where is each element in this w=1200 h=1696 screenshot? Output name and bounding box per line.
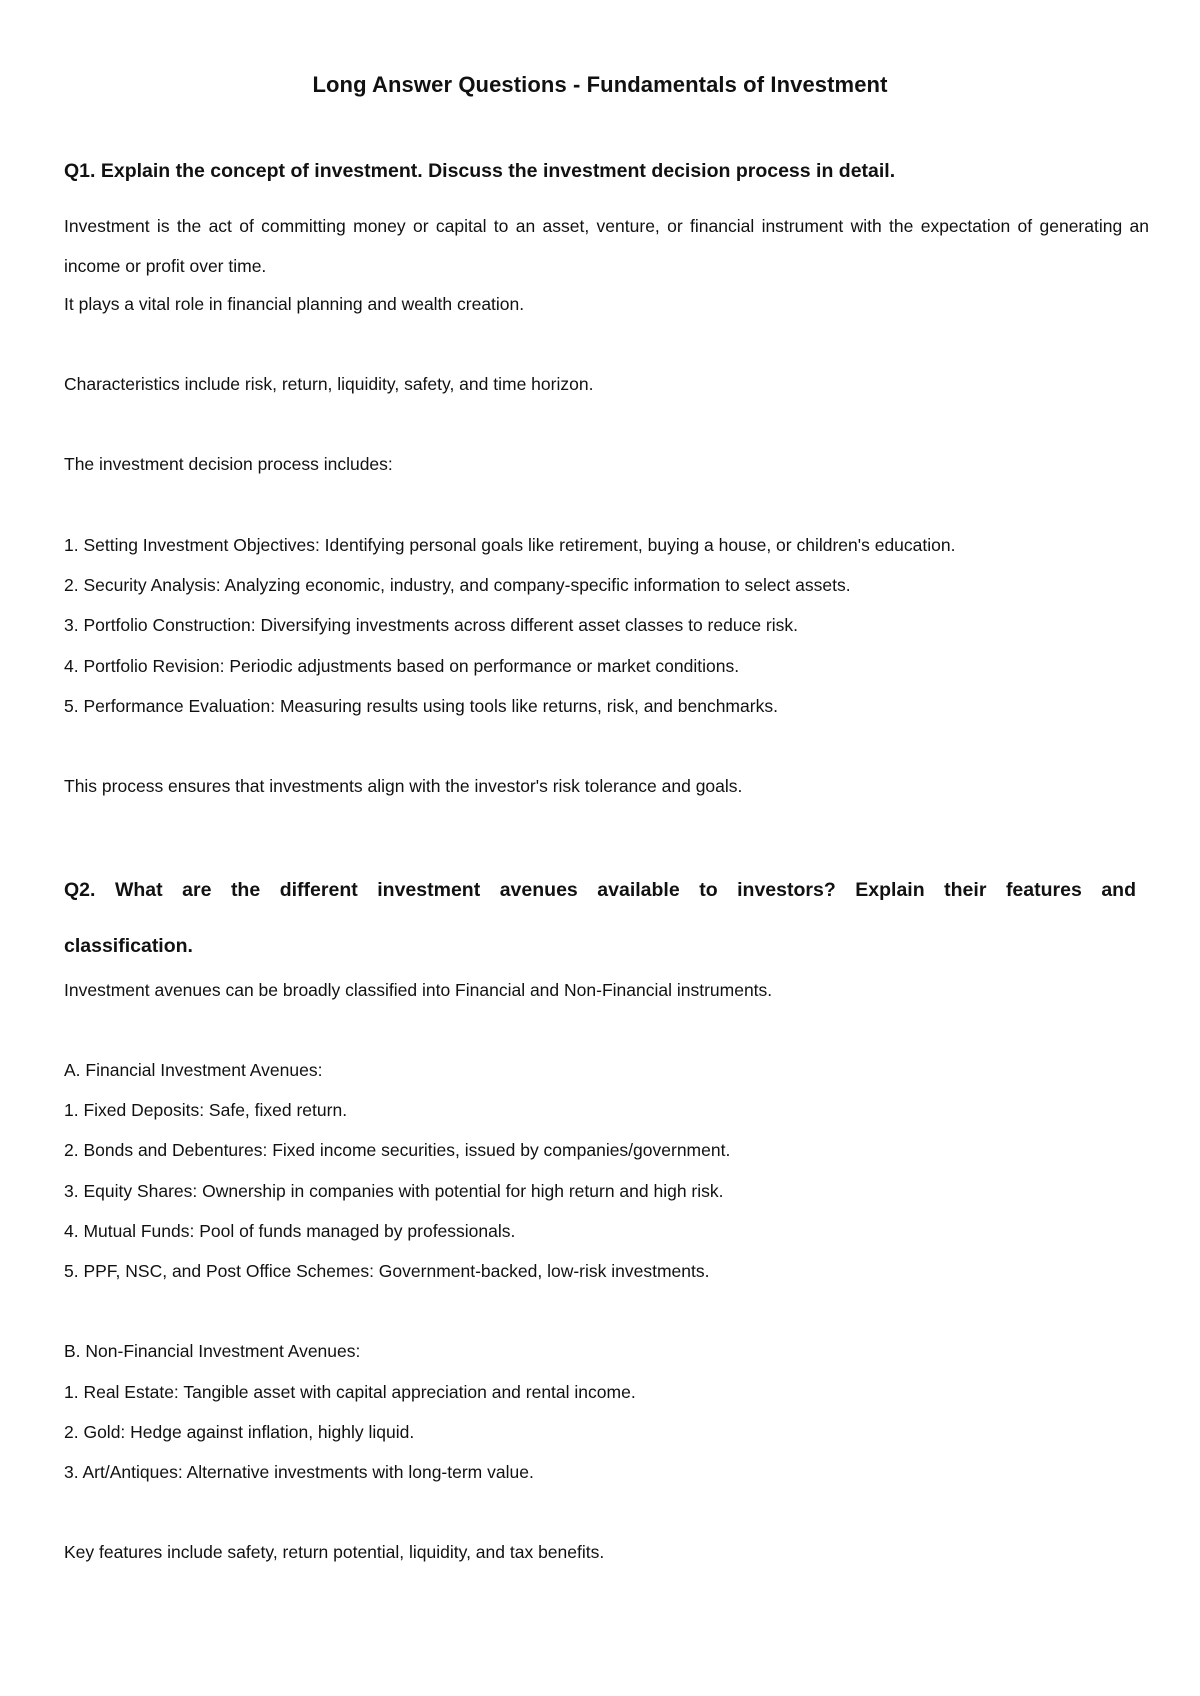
q1-conclusion: This process ensures that investments align with the investor's risk tolerance and goals. bbox=[64, 776, 743, 796]
question-1-heading: Q1. Explain the concept of investment. Discuss the investment decision process in detail. bbox=[64, 160, 896, 182]
q1-step-2: 2. Security Analysis: Analyzing economic, industry, and company-specific information to select assets. bbox=[64, 575, 851, 595]
q1-step-5: 5. Performance Evaluation: Measuring results using tools like returns, risk, and benchmarks. bbox=[64, 696, 778, 716]
q2-conclusion: Key features include safety, return potential, liquidity, and tax benefits. bbox=[64, 1542, 605, 1562]
q1-step-1: 1. Setting Investment Objectives: Identifying personal goals like retirement, buying a house, or children's education. bbox=[64, 535, 956, 555]
question-2-line-1: Q2. What are the different investment avenues available to investors? Explain their features and bbox=[64, 879, 1136, 901]
q1-intro-paragraph: Investment is the act of committing money or capital to an asset, venture, or financial instrument with the expectation of generating an income or profit over time. bbox=[64, 216, 1149, 276]
q1-step-4: 4. Portfolio Revision: Periodic adjustments based on performance or market conditions. bbox=[64, 656, 740, 676]
question-2-heading bbox=[64, 862, 1136, 974]
q2-financial-item-2: 2. Bonds and Debentures: Fixed income securities, issued by companies/government. bbox=[64, 1140, 731, 1160]
q1-step-3: 3. Portfolio Construction: Diversifying investments across different asset classes to reduce risk. bbox=[64, 615, 799, 635]
document-title: Long Answer Questions - Fundamentals of Investment bbox=[312, 72, 888, 97]
q2-financial-item-4: 4. Mutual Funds: Pool of funds managed by professionals. bbox=[64, 1221, 516, 1241]
q1-role-paragraph: It plays a vital role in financial planning and wealth creation. bbox=[64, 294, 525, 314]
q2-nonfinancial-item-3: 3. Art/Antiques: Alternative investments with long-term value. bbox=[64, 1462, 534, 1482]
q1-process-intro: The investment decision process includes: bbox=[64, 454, 393, 474]
q2-intro-paragraph: Investment avenues can be broadly classified into Financial and Non-Financial instruments. bbox=[64, 980, 773, 1000]
q2-financial-item-3: 3. Equity Shares: Ownership in companies with potential for high return and high risk. bbox=[64, 1181, 724, 1201]
q2-nonfinancial-item-1: 1. Real Estate: Tangible asset with capital appreciation and rental income. bbox=[64, 1382, 636, 1402]
q1-characteristics-paragraph: Characteristics include risk, return, liquidity, safety, and time horizon. bbox=[64, 374, 594, 394]
q2-financial-item-1: 1. Fixed Deposits: Safe, fixed return. bbox=[64, 1100, 348, 1120]
q2-financial-heading: A. Financial Investment Avenues: bbox=[64, 1060, 323, 1080]
q2-financial-item-5: 5. PPF, NSC, and Post Office Schemes: Government-backed, low-risk investments. bbox=[64, 1261, 710, 1281]
q2-nonfinancial-heading: B. Non-Financial Investment Avenues: bbox=[64, 1341, 361, 1361]
question-2-line-2: classification. bbox=[64, 935, 193, 957]
q2-nonfinancial-item-2: 2. Gold: Hedge against inflation, highly liquid. bbox=[64, 1422, 415, 1442]
